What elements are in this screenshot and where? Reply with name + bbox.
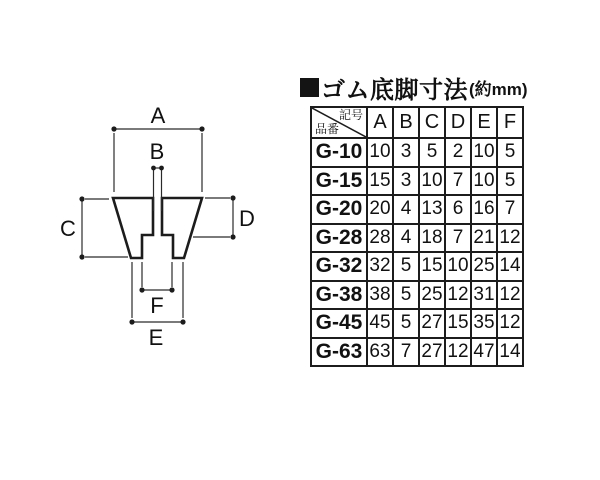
part-number: G-38: [311, 281, 367, 310]
dim-value: 14: [497, 252, 523, 281]
column-header-d: D: [445, 107, 471, 138]
table-row: [311, 138, 523, 167]
dim-value: 7: [497, 195, 523, 224]
dim-value: 35: [471, 309, 497, 338]
dim-value: 10: [367, 138, 393, 167]
corner-label-symbol: 記号: [338, 108, 363, 122]
dim-value: 3: [393, 167, 419, 196]
part-number: G-10: [311, 138, 367, 167]
table-row: [311, 309, 523, 338]
dim-value: 13: [419, 195, 445, 224]
table-row: [311, 338, 523, 367]
dim-value: 12: [497, 224, 523, 253]
table-row: [311, 167, 523, 196]
dim-value: 10: [471, 138, 497, 167]
table-row: [311, 224, 523, 253]
part-number: G-15: [311, 167, 367, 196]
dim-value: 5: [497, 138, 523, 167]
dim-value: 63: [367, 338, 393, 367]
dim-value: 10: [471, 167, 497, 196]
dim-value: 7: [445, 224, 471, 253]
corner-header-cell: [311, 107, 367, 138]
table-row: [311, 195, 523, 224]
dim-value: 10: [419, 167, 445, 196]
dim-value: 45: [367, 309, 393, 338]
dimension-spec-table: [310, 106, 524, 367]
dim-value: 5: [393, 309, 419, 338]
dim-value: 10: [445, 252, 471, 281]
dim-label-e: E: [148, 325, 164, 350]
dim-value: 27: [419, 338, 445, 367]
dim-value: 14: [497, 338, 523, 367]
dim-label-f: F: [150, 293, 164, 318]
table-header-row: [311, 107, 523, 138]
dim-value: 2: [445, 138, 471, 167]
dim-value: 12: [445, 338, 471, 367]
dim-value: 16: [471, 195, 497, 224]
foot-right-half: [162, 198, 202, 258]
dim-value: 12: [497, 309, 523, 338]
part-number: G-32: [311, 252, 367, 281]
dim-value: 5: [393, 281, 419, 310]
dim-value: 20: [367, 195, 393, 224]
dimension-diagram: [0, 0, 290, 480]
column-header-b: B: [393, 107, 419, 138]
dim-value: 27: [419, 309, 445, 338]
dim-value: 15: [445, 309, 471, 338]
dim-value: 12: [497, 281, 523, 310]
dim-value: 31: [471, 281, 497, 310]
dim-value: 18: [419, 224, 445, 253]
dim-value: 25: [419, 281, 445, 310]
dim-value: 4: [393, 224, 419, 253]
dim-label-a: A: [150, 103, 166, 128]
part-number: G-45: [311, 309, 367, 338]
dim-value: 5: [419, 138, 445, 167]
dim-value: 3: [393, 138, 419, 167]
dim-value: 25: [471, 252, 497, 281]
black-square-icon: [300, 78, 319, 97]
dim-value: 15: [367, 167, 393, 196]
part-number: G-63: [311, 338, 367, 367]
column-header-c: C: [419, 107, 445, 138]
table-row: [311, 281, 523, 310]
foot-left-half: [113, 198, 153, 258]
dim-value: 47: [471, 338, 497, 367]
rubber-foot-cross-section: [113, 198, 202, 258]
dim-label-b: B: [149, 139, 165, 164]
column-header-a: A: [367, 107, 393, 138]
part-number: G-20: [311, 195, 367, 224]
dim-d: [193, 195, 255, 239]
dim-value: 12: [445, 281, 471, 310]
corner-label-part-no: 品番: [315, 122, 340, 136]
dim-value: 15: [419, 252, 445, 281]
dim-label-c: C: [60, 216, 76, 241]
dim-value: 4: [393, 195, 419, 224]
dim-value: 38: [367, 281, 393, 310]
dim-value: 7: [445, 167, 471, 196]
dim-f: [139, 262, 174, 318]
dim-value: 5: [393, 252, 419, 281]
dim-value: 5: [497, 167, 523, 196]
column-header-f: F: [497, 107, 523, 138]
section-title: [300, 70, 528, 105]
table-row: [311, 252, 523, 281]
dim-label-d: D: [239, 206, 255, 231]
dim-value: 21: [471, 224, 497, 253]
part-number: G-28: [311, 224, 367, 253]
dim-value: 7: [393, 338, 419, 367]
section-title-text: ゴム底脚寸法: [321, 77, 468, 104]
dim-value: 6: [445, 195, 471, 224]
section-title-unit: (約mm): [469, 80, 528, 99]
column-header-e: E: [471, 107, 497, 138]
dim-value: 32: [367, 252, 393, 281]
dim-value: 28: [367, 224, 393, 253]
